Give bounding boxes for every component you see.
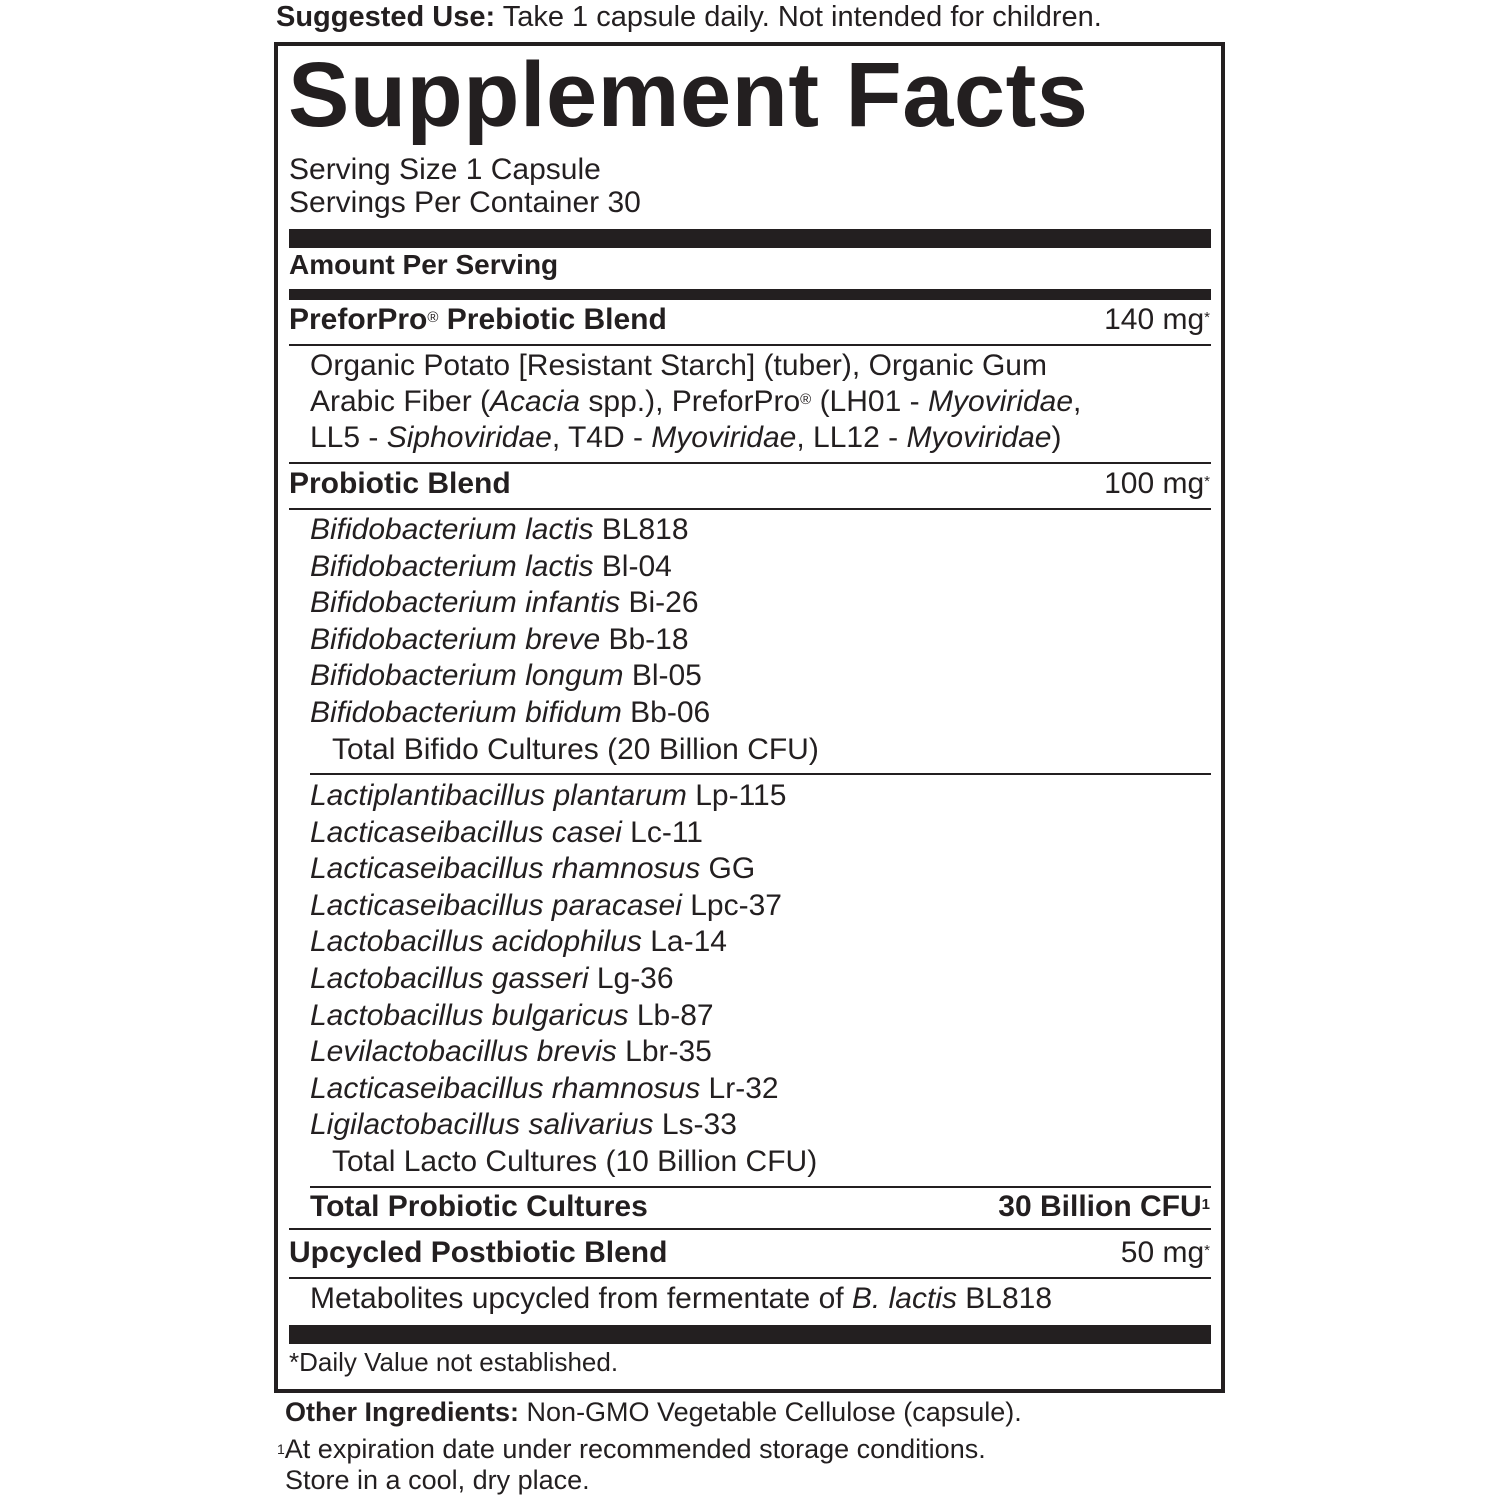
suggested-use	[276, 0, 1102, 34]
lacto-total: Total Lacto Cultures (10 Billion CFU)	[332, 1145, 818, 1178]
strain-code: Bl-04	[593, 549, 672, 583]
strain-species: Ligilactobacillus salivarius	[310, 1108, 654, 1142]
sub-divider	[310, 1186, 1211, 1188]
strain-code: Bb-06	[621, 695, 711, 729]
postbiotic-blend-amount: 50 mg*	[1120, 1236, 1210, 1269]
suggested-use-text: Take 1 capsule daily. Not intended for children.	[495, 1, 1102, 33]
total-probiotic-amount: 30 Billion CFU$^1$	[998, 1190, 1210, 1223]
daily-value-footnote: *Daily Value not established.	[289, 1347, 619, 1377]
row-divider	[289, 508, 1211, 510]
expiration-note-line1: At expiration date under recommended storage conditions.	[284, 1434, 986, 1464]
prebiotic-blend-name: PreforPro® Prebiotic Blend	[289, 303, 667, 336]
strain-item	[310, 998, 786, 1035]
strain-code: Bl-05	[623, 659, 702, 693]
strain-species: Bifidobacterium lactis	[310, 549, 594, 583]
strain-item	[310, 1071, 786, 1108]
other-ingredients-label: Other Ingredients:	[285, 1397, 520, 1427]
sub-divider	[310, 773, 1211, 775]
prebiotic-blend-amount: 140 mg*	[1104, 303, 1210, 336]
strain-item	[310, 778, 786, 815]
panel-title: Supplement Facts	[288, 44, 1089, 146]
strain-code: Lc-11	[621, 815, 703, 849]
strain-species: Lacticaseibacillus casei	[310, 815, 622, 849]
strain-item	[310, 888, 786, 925]
lacto-strain-list	[310, 778, 786, 1144]
postbiotic-blend-name: Upcycled Postbiotic Blend	[289, 1236, 668, 1269]
strain-species: Lactobacillus bulgaricus	[310, 998, 629, 1032]
probiotic-blend-name: Probiotic Blend	[289, 467, 511, 500]
strain-code: Lbr-35	[616, 1035, 712, 1069]
postbiotic-description: Metabolites upcycled from fermentate of B. lactis BL818	[310, 1282, 1053, 1315]
other-ingredients	[285, 1396, 1022, 1428]
strain-item	[310, 512, 710, 549]
expiration-footnote: $^1$At expiration date under recommended storage conditions. Store in a cool, dry place.	[277, 1434, 986, 1495]
strain-code: La-14	[641, 925, 727, 959]
strain-species: Lactobacillus acidophilus	[310, 925, 642, 959]
strain-species: Bifidobacterium infantis	[310, 586, 621, 620]
registered-mark: ®	[427, 309, 439, 326]
strain-item	[310, 924, 786, 961]
strain-species: Lacticaseibacillus rhamnosus	[310, 852, 701, 886]
strain-code: Lp-115	[686, 779, 787, 812]
total-probiotic-label: Total Probiotic Cultures	[310, 1190, 648, 1223]
strain-species: Lacticaseibacillus paracasei	[310, 888, 682, 922]
servings-per-container: Servings Per Container 30	[289, 186, 641, 219]
strain-code: Ls-33	[653, 1108, 737, 1142]
prebiotic-description-line2: Arabic Fiber (Acacia spp.), PreforPro® (LH01 - Myoviridae,	[310, 385, 1082, 418]
strain-item	[310, 695, 710, 732]
row-divider	[289, 462, 1211, 464]
strain-species: Bifidobacterium lactis	[310, 513, 594, 546]
strain-species: Bifidobacterium breve	[310, 622, 601, 656]
bifido-strain-list	[310, 512, 710, 732]
strain-species: Levilactobacillus brevis	[310, 1035, 617, 1069]
strain-item	[310, 815, 786, 852]
medium-divider	[289, 289, 1211, 300]
suggested-use-label: Suggested Use:	[276, 1, 496, 33]
strain-item	[310, 1107, 786, 1144]
strain-item	[310, 585, 710, 622]
prebiotic-description-line1: Organic Potato [Resistant Starch] (tuber), Organic Gum	[310, 349, 1047, 382]
strain-code: Lg-36	[588, 961, 674, 995]
strain-species: Lactobacillus gasseri	[310, 961, 589, 995]
serving-size: Serving Size 1 Capsule	[289, 153, 601, 186]
strain-code: Lr-32	[700, 1071, 779, 1105]
strain-species: Lacticaseibacillus rhamnosus	[310, 1071, 701, 1105]
storage-note: Store in a cool, dry place.	[285, 1465, 590, 1495]
strain-species: Bifidobacterium longum	[310, 659, 624, 693]
strain-item	[310, 549, 710, 586]
bifido-total: Total Bifido Cultures (20 Billion CFU)	[332, 733, 819, 766]
other-ingredients-text: Non-GMO Vegetable Cellulose (capsule).	[519, 1397, 1022, 1427]
strain-item	[310, 658, 710, 695]
strain-code: Lpc-37	[681, 888, 782, 922]
prebiotic-description-line3: LL5 - Siphoviridae, T4D - Myoviridae, LL12 - Myoviridae)	[310, 421, 1062, 454]
row-divider	[289, 344, 1211, 346]
thick-divider-bottom	[289, 1325, 1211, 1344]
strain-species: Bifidobacterium bifidum	[310, 695, 622, 729]
strain-code: Bb-18	[600, 622, 689, 656]
strain-item	[310, 1034, 786, 1071]
strain-code: Bi-26	[620, 586, 699, 620]
strain-species: Lactiplantibacillus plantarum	[310, 779, 687, 812]
strain-item	[310, 851, 786, 888]
strain-code: GG	[700, 852, 756, 886]
probiotic-blend-amount: 100 mg*	[1104, 467, 1210, 500]
row-divider	[289, 1228, 1211, 1230]
strain-item	[310, 961, 786, 998]
thick-divider	[289, 229, 1211, 248]
strain-code: BL818	[593, 513, 689, 546]
amount-per-serving: Amount Per Serving	[289, 249, 559, 280]
row-divider	[289, 1277, 1211, 1279]
strain-code: Lb-87	[628, 998, 714, 1032]
strain-item	[310, 622, 710, 659]
